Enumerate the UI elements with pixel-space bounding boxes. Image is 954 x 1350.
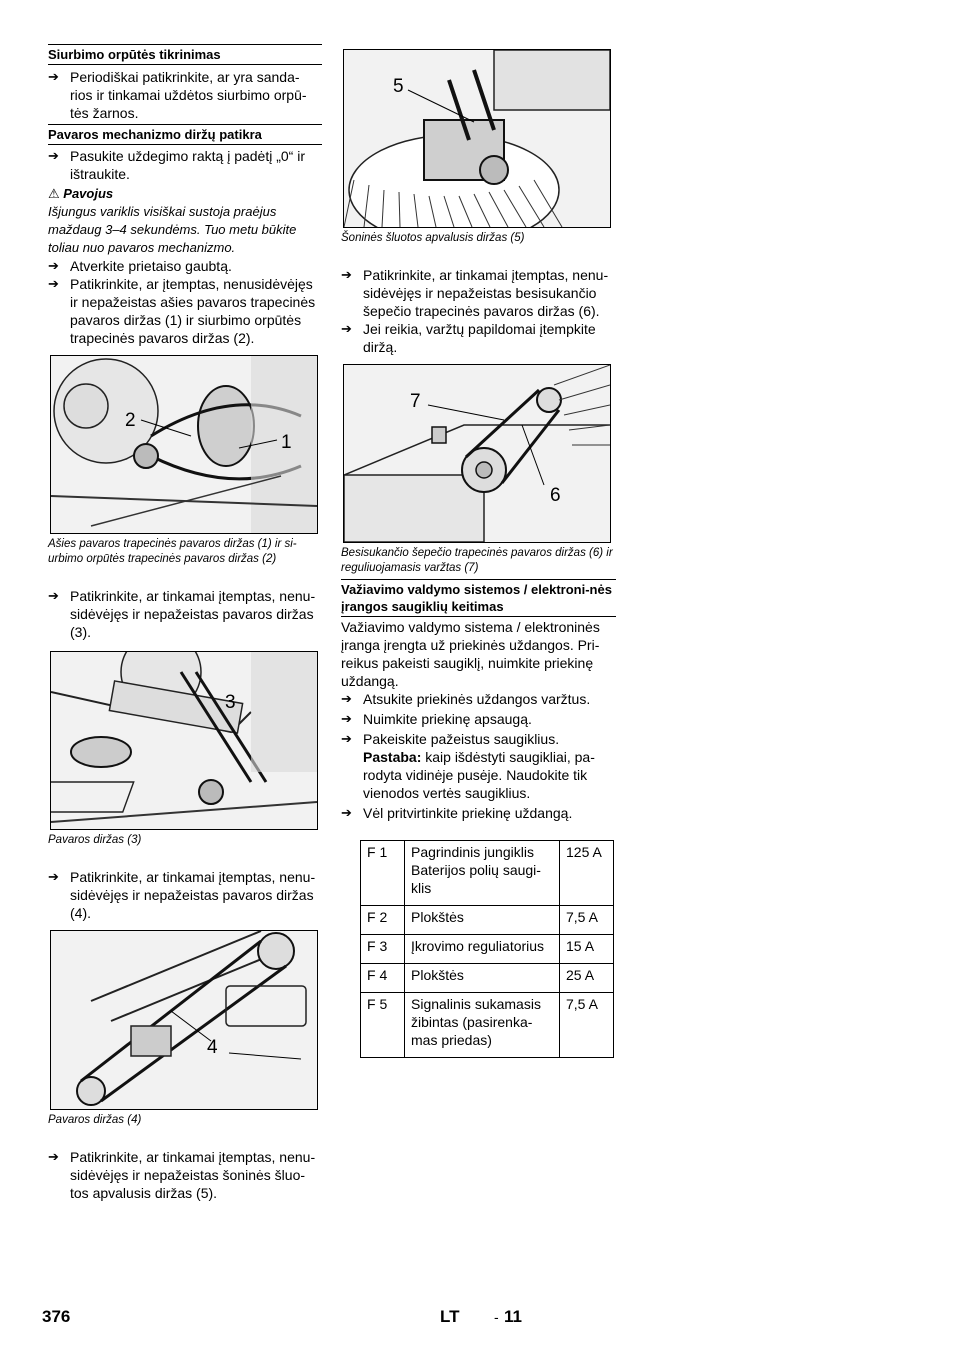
fuse-id-cell: F 3 [361,935,405,964]
instruction-step: ➔ Jei reikia, varžtų papildomai įtempkite diržą. [341,321,596,355]
figure-belt-3 [50,651,318,830]
language-code: LT [440,1307,460,1326]
figure-caption: Besisukančio šepečio trapecinės pavaros diržas (6) ir reguliuojamasis varžtas (7) [341,547,613,574]
fuse-id-cell: F 1 [361,841,405,906]
instruction-step: ➔ Atsukite priekinės uždangos varžtus. [341,691,591,707]
fuse-id-cell: F 5 [361,993,405,1058]
instruction-step: ➔ Patikrinkite, ar tinkamai įtemptas, nenu-sidėvėjęs ir nepažeistas besisukančio šepečio trapecinės pavaros diržas (6). [341,267,609,319]
section-heading: Pavaros mechanizmo diržų patikra [48,124,322,145]
instruction-step: ➔ Patikrinkite, ar tinkamai įtemptas, nenu-sidėvėjęs ir nepažeistas šoninės šluo-tos apvalusis diržas (5). [48,1149,316,1201]
table-row [361,935,614,964]
figure-caption: Pavaros diržas (3) [48,834,142,846]
figure-caption: Šoninės šluotos apvalusis diržas (5) [341,232,525,244]
arrow-right-icon: ➔ [48,276,59,291]
table-row [361,964,614,993]
fuse-name-cell: Įkrovimo reguliatorius [405,935,560,964]
arrow-right-icon: ➔ [48,869,59,884]
arrow-right-icon: ➔ [48,1149,59,1164]
table-row [361,906,614,935]
fuse-table [360,840,614,1058]
instruction-step: ➔ Periodiškai patikrinkite, ar yra sanda-rios ir tinkamai uždėtos siurbimo orpū-tės žarnos. [48,69,307,121]
danger-text: Išjungus variklis visiškai sustoja praėjus maždaug 3–4 sekundėms. Tuo metu būkite toliau nuo pavaros mechanizmo. [48,204,297,255]
page-number: 376 [42,1307,71,1326]
note: Pastaba: kaip išdėstyti saugikliai, pa-rodyta vidinėje pusėje. Naudokite tik vienodos vertės saugiklius. [363,749,595,801]
section-page-number: 11 [504,1307,522,1326]
figure-belt-4 [50,930,318,1110]
arrow-right-icon: ➔ [341,731,352,746]
instruction-step: ➔ Patikrinkite, ar tinkamai įtemptas, nenu-sidėvėjęs ir nepažeistas pavaros diržas (3). [48,588,316,640]
figure-belts-1-2 [50,355,318,534]
section-intro: Važiavimo valdymo sistema / elektroninės įranga įrengta už priekinės uždangos. Pri-reikus pakeisti saugiklį, nuimkite priekinę uždangą. [341,619,600,689]
arrow-right-icon: ➔ [48,69,59,84]
fuse-name-cell: Plokštės [405,964,560,993]
fuse-value-cell: 25 A [560,964,614,993]
section-heading: Važiavimo valdymo sistemos / elektroni-nės įrangos saugiklių keitimas [341,579,616,617]
arrow-right-icon: ➔ [341,321,352,336]
arrow-right-icon: ➔ [341,805,352,820]
fuse-value-cell: 125 A [560,841,614,906]
fuse-value-cell: 7,5 A [560,993,614,1058]
figure-belt-5 [343,49,611,228]
fuse-name-cell: Signalinis sukamasis žibintas (pasirenka-mas priedas) [405,993,560,1058]
arrow-right-icon: ➔ [341,267,352,282]
instruction-step: ➔ Nuimkite priekinę apsaugą. [341,711,532,727]
arrow-right-icon: ➔ [48,148,59,163]
callout-label: 2 [125,410,136,431]
fuse-name-cell: Pagrindinis jungiklis Baterijos polių saugi-klis [405,841,560,906]
left-column [48,44,322,1202]
callout-label: 1 [281,432,292,453]
footer-separator: - [494,1309,499,1325]
instruction-step: ➔ Pakeiskite pažeistus saugiklius. [341,731,560,747]
right-column [341,49,616,1058]
fuse-id-cell: F 2 [361,906,405,935]
instruction-step: ➔ Pasukite uždegimo raktą į padėtį „0“ ir ištraukite. [48,148,305,182]
table-row [361,841,614,906]
instruction-step: ➔ Vėl pritvirtinkite priekinę uždangą. [341,805,573,821]
arrow-right-icon: ➔ [48,258,59,273]
fuse-id-cell: F 4 [361,964,405,993]
instruction-step: ➔ Patikrinkite, ar tinkamai įtemptas, nenu-sidėvėjęs ir nepažeistas pavaros diržas (4). [48,869,316,921]
warning-triangle-icon: ⚠ [48,186,60,201]
danger-notice: ⚠ Pavojus [48,186,114,201]
callout-label: 6 [550,485,561,506]
callout-label: 5 [393,76,404,97]
figure-caption: Ašies pavaros trapecinės pavaros diržas (1) ir si-urbimo orpūtės trapecinės pavaros diržas (2) [48,538,297,565]
fuse-name-cell: Plokštės [405,906,560,935]
arrow-right-icon: ➔ [341,691,352,706]
figure-caption: Pavaros diržas (4) [48,1114,142,1126]
callout-label: 7 [410,391,421,412]
callout-label: 3 [225,692,236,713]
fuse-value-cell: 15 A [560,935,614,964]
instruction-step: ➔ Patikrinkite, ar įtemptas, nenusidėvėjęs ir nepažeistas ašies pavaros trapecinės pavaros diržas (1) ir siurbimo orpūtės trapecinės pavaros diržas (2). [48,276,316,346]
arrow-right-icon: ➔ [341,711,352,726]
callout-label: 4 [207,1037,218,1058]
table-row [361,993,614,1058]
arrow-right-icon: ➔ [48,588,59,603]
figure-belt-6-7 [343,364,611,543]
section-heading: Siurbimo orpūtės tikrinimas [48,44,322,65]
fuse-value-cell: 7,5 A [560,906,614,935]
instruction-step: ➔ Atverkite prietaiso gaubtą. [48,258,232,274]
